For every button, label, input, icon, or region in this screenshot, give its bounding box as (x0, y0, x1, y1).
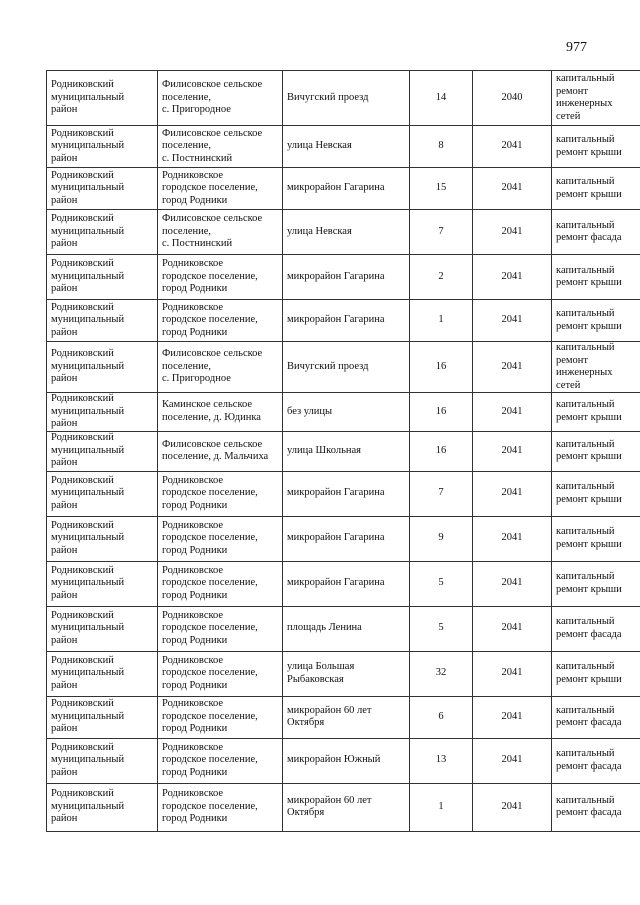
year-cell: 2041 (473, 516, 552, 561)
table-row (47, 651, 640, 696)
year-cell: 2041 (473, 738, 552, 783)
street-cell: микрорайон Гагарина (283, 471, 410, 516)
district-cell: Родниковский муниципальный район (47, 783, 158, 831)
street-cell: улица Школьная (283, 431, 410, 471)
house-number-cell: 6 (410, 696, 473, 738)
work-type-cell: капитальный ремонт крыши (552, 431, 640, 471)
year-cell: 2041 (473, 255, 552, 300)
work-type-cell: капитальный ремонт фасада (552, 696, 640, 738)
settlement-cell: Родниковское городское поселение, город Родники (158, 471, 283, 516)
street-cell: улица Невская (283, 126, 410, 168)
house-number-cell: 2 (410, 255, 473, 300)
street-cell: микрорайон 60 лет Октября (283, 783, 410, 831)
table-row (47, 300, 640, 342)
district-cell: Родниковский муниципальный район (47, 255, 158, 300)
street-cell: микрорайон Гагарина (283, 561, 410, 606)
work-type-cell: капитальный ремонт фасада (552, 783, 640, 831)
house-number-cell: 7 (410, 210, 473, 255)
settlement-cell: Филисовское сельское поселение, д. Мальчиха (158, 431, 283, 471)
settlement-cell: Родниковское городское поселение, город Родники (158, 516, 283, 561)
house-number-cell: 1 (410, 300, 473, 342)
district-cell: Родниковский муниципальный район (47, 651, 158, 696)
work-type-cell: капитальный ремонт фасада (552, 210, 640, 255)
work-type-cell: капитальный ремонт крыши (552, 516, 640, 561)
year-cell: 2041 (473, 393, 552, 432)
house-number-cell: 5 (410, 561, 473, 606)
street-cell: Вичугский проезд (283, 342, 410, 393)
street-cell: улица Невская (283, 210, 410, 255)
house-number-cell: 16 (410, 393, 473, 432)
district-cell: Родниковский муниципальный район (47, 71, 158, 126)
settlement-cell: Родниковское городское поселение, город Родники (158, 696, 283, 738)
work-type-cell: капитальный ремонт крыши (552, 651, 640, 696)
table-row (47, 471, 640, 516)
table-row (47, 516, 640, 561)
house-number-cell: 13 (410, 738, 473, 783)
settlement-cell: Каминское сельское поселение, д. Юдинка (158, 393, 283, 432)
year-cell: 2041 (473, 651, 552, 696)
house-number-cell: 16 (410, 342, 473, 393)
district-cell: Родниковский муниципальный район (47, 561, 158, 606)
year-cell: 2041 (473, 126, 552, 168)
district-cell: Родниковский муниципальный район (47, 606, 158, 651)
district-cell: Родниковский муниципальный район (47, 210, 158, 255)
year-cell: 2040 (473, 71, 552, 126)
table-row (47, 738, 640, 783)
work-type-cell: капитальный ремонт фасада (552, 606, 640, 651)
settlement-cell: Родниковское городское поселение, город Родники (158, 300, 283, 342)
year-cell: 2041 (473, 783, 552, 831)
work-type-cell: капитальный ремонт фасада (552, 738, 640, 783)
housing-repair-table (46, 70, 640, 832)
table-row (47, 431, 640, 471)
street-cell: микрорайон Гагарина (283, 168, 410, 210)
street-cell: микрорайон Гагарина (283, 255, 410, 300)
year-cell: 2041 (473, 606, 552, 651)
house-number-cell: 7 (410, 471, 473, 516)
year-cell: 2041 (473, 431, 552, 471)
work-type-cell: капитальный ремонт инженерных сетей (552, 71, 640, 126)
work-type-cell: капитальный ремонт крыши (552, 126, 640, 168)
settlement-cell: Родниковское городское поселение, город Родники (158, 255, 283, 300)
year-cell: 2041 (473, 342, 552, 393)
work-type-cell: капитальный ремонт крыши (552, 561, 640, 606)
year-cell: 2041 (473, 168, 552, 210)
street-cell: улица Большая Рыбаковская (283, 651, 410, 696)
district-cell: Родниковский муниципальный район (47, 431, 158, 471)
year-cell: 2041 (473, 561, 552, 606)
table-row (47, 342, 640, 393)
table-row (47, 210, 640, 255)
year-cell: 2041 (473, 210, 552, 255)
table-row (47, 255, 640, 300)
work-type-cell: капитальный ремонт инженерных сетей (552, 342, 640, 393)
settlement-cell: Родниковское городское поселение, город Родники (158, 168, 283, 210)
street-cell: площадь Ленина (283, 606, 410, 651)
house-number-cell: 14 (410, 71, 473, 126)
table-row (47, 561, 640, 606)
district-cell: Родниковский муниципальный район (47, 696, 158, 738)
table-row (47, 696, 640, 738)
table-body (47, 71, 640, 832)
table-row (47, 393, 640, 432)
work-type-cell: капитальный ремонт крыши (552, 255, 640, 300)
district-cell: Родниковский муниципальный район (47, 300, 158, 342)
settlement-cell: Филисовское сельское поселение, с. Постнинский (158, 126, 283, 168)
district-cell: Родниковский муниципальный район (47, 393, 158, 432)
settlement-cell: Родниковское городское поселение, город Родники (158, 606, 283, 651)
house-number-cell: 9 (410, 516, 473, 561)
house-number-cell: 1 (410, 783, 473, 831)
table-row (47, 71, 640, 126)
work-type-cell: капитальный ремонт крыши (552, 300, 640, 342)
table-row (47, 168, 640, 210)
street-cell: микрорайон Гагарина (283, 516, 410, 561)
settlement-cell: Родниковское городское поселение, город Родники (158, 561, 283, 606)
house-number-cell: 5 (410, 606, 473, 651)
district-cell: Родниковский муниципальный район (47, 471, 158, 516)
district-cell: Родниковский муниципальный район (47, 342, 158, 393)
district-cell: Родниковский муниципальный район (47, 738, 158, 783)
year-cell: 2041 (473, 696, 552, 738)
settlement-cell: Филисовское сельское поселение, с. Пригородное (158, 342, 283, 393)
district-cell: Родниковский муниципальный район (47, 126, 158, 168)
district-cell: Родниковский муниципальный район (47, 516, 158, 561)
table-row (47, 126, 640, 168)
page-number: 977 (566, 40, 587, 55)
settlement-cell: Родниковское городское поселение, город Родники (158, 651, 283, 696)
house-number-cell: 32 (410, 651, 473, 696)
settlement-cell: Родниковское городское поселение, город Родники (158, 738, 283, 783)
table-row (47, 783, 640, 831)
street-cell: микрорайон Южный (283, 738, 410, 783)
district-cell: Родниковский муниципальный район (47, 168, 158, 210)
house-number-cell: 15 (410, 168, 473, 210)
street-cell: микрорайон 60 лет Октября (283, 696, 410, 738)
street-cell: микрорайон Гагарина (283, 300, 410, 342)
street-cell: Вичугский проезд (283, 71, 410, 126)
house-number-cell: 16 (410, 431, 473, 471)
work-type-cell: капитальный ремонт крыши (552, 471, 640, 516)
settlement-cell: Филисовское сельское поселение, с. Постнинский (158, 210, 283, 255)
work-type-cell: капитальный ремонт крыши (552, 168, 640, 210)
settlement-cell: Родниковское городское поселение, город Родники (158, 783, 283, 831)
street-cell: без улицы (283, 393, 410, 432)
year-cell: 2041 (473, 471, 552, 516)
work-type-cell: капитальный ремонт крыши (552, 393, 640, 432)
year-cell: 2041 (473, 300, 552, 342)
settlement-cell: Филисовское сельское поселение, с. Пригородное (158, 71, 283, 126)
house-number-cell: 8 (410, 126, 473, 168)
table-row (47, 606, 640, 651)
